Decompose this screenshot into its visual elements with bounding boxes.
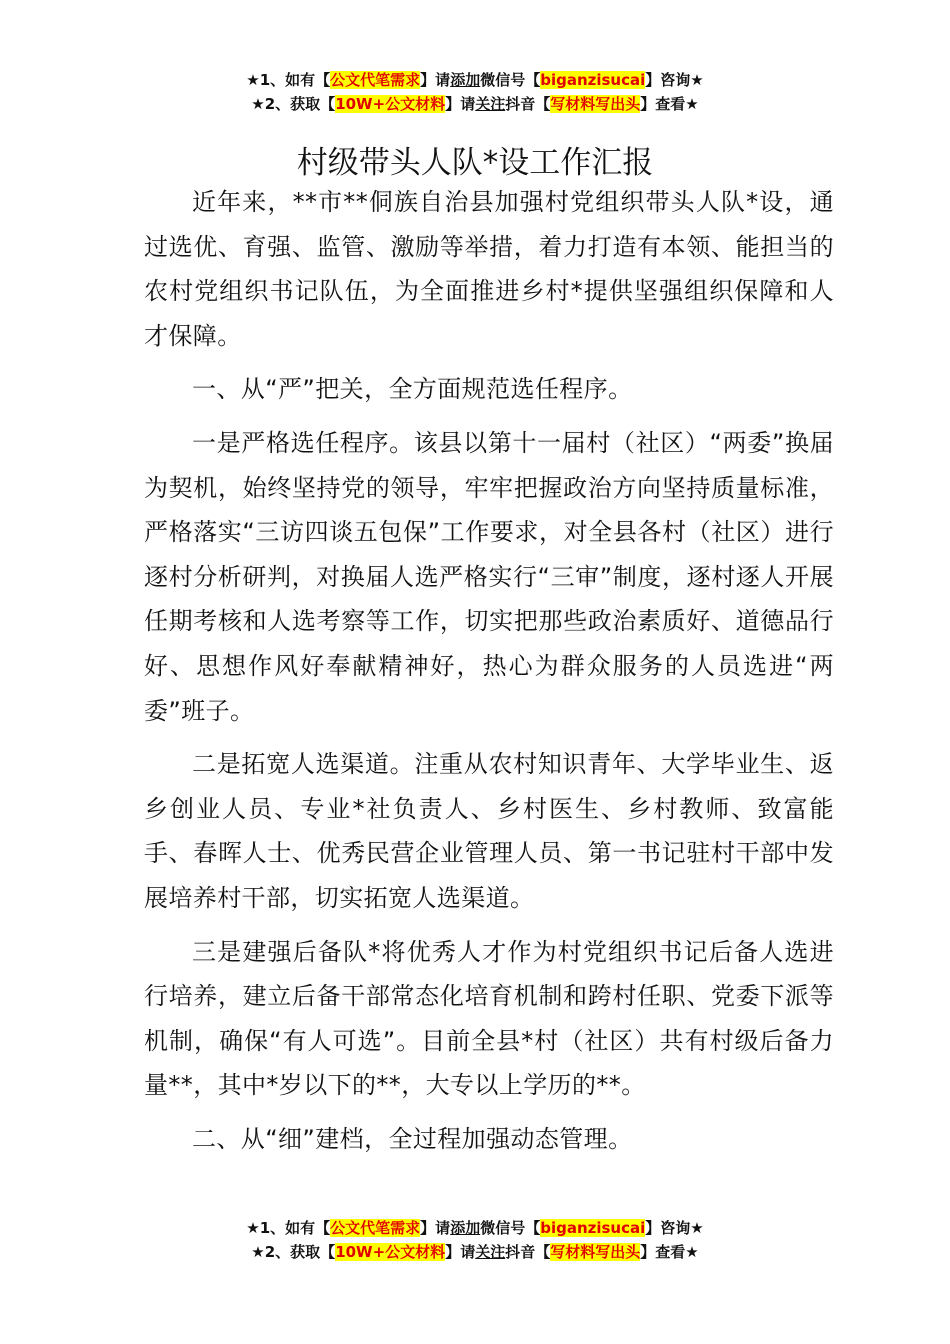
section-heading-2: 二、从“细”建档，全过程加强动态管理。 [192,1124,633,1153]
banner-text: 】咨询★ [645,1219,704,1237]
banner-highlight: 10W+公文材料 [335,1243,446,1261]
banner-text: 】请 [420,1219,451,1237]
banner-text: 】查看★ [640,95,699,113]
paragraph-item-2: 二是拓宽人选渠道。注重从农村知识青年、大学毕业生、返乡创业人员、专业*社负责人、乡村医生、乡村教师、致富能手、春晖人士、优秀民营企业管理人员、第一书记驻村干部中发展培养村干部，切实拓宽人选渠道。 [144,750,834,912]
section-heading-1: 一、从“严”把关，全方面规范选任程序。 [192,375,633,404]
banner-highlight: 公文代笔需求 [330,1219,421,1237]
banner-text: 微信号【 [480,71,541,89]
banner-text: 】查看★ [640,1243,699,1261]
banner-text: 】咨询★ [645,71,704,89]
header-banner-line-1 [0,68,950,92]
footer-banner-line-2 [0,1240,950,1264]
paragraph-item-3: 三是建强后备队*将优秀人才作为村党组织书记后备人选进行培养，建立后备干部常态化培育机制和跨村任职、党委下派等机制，确保“有人可选”。目前全县*村（社区）共有村级后备力量**，其中*岁以下的**，大专以上学历的**。 [144,937,834,1100]
banner-text: 】请 [445,95,476,113]
header-banner [0,68,950,116]
banner-text: 抖音【 [505,1243,551,1261]
banner-underlined: 关注 [475,1243,506,1261]
footer-banner [0,1216,950,1264]
banner-text: 抖音【 [505,95,551,113]
banner-highlight: 公文代笔需求 [330,71,421,89]
banner-text: ★2、获取【 [251,1243,336,1261]
banner-text: ★1、如有【 [246,1219,331,1237]
banner-text: 】请 [445,1243,476,1261]
banner-text: 微信号【 [480,1219,541,1237]
banner-highlight: 10W+公文材料 [335,95,446,113]
banner-highlight: 写材料写出头 [550,1243,641,1261]
banner-highlight: biganzisucai [540,71,646,89]
banner-text: 】请 [420,71,451,89]
banner-text: ★2、获取【 [251,95,336,113]
footer-banner-line-1 [0,1216,950,1240]
banner-text: ★1、如有【 [246,71,331,89]
document-title: 村级带头人队*设工作汇报 [296,144,654,181]
banner-underlined: 添加 [450,71,481,89]
document-body [144,180,834,1170]
paragraph-intro: 近年来，**市**侗族自治县加强村党组织带头人队*设，通过选优、育强、监管、激励等举措，着力打造有本领、能担当的农村党组织书记队伍，为全面推进乡村*提供坚强组织保障和人才保障。 [144,188,834,350]
banner-underlined: 关注 [475,95,506,113]
banner-highlight: 写材料写出头 [550,95,641,113]
header-banner-line-2 [0,92,950,116]
banner-highlight: biganzisucai [540,1219,646,1237]
paragraph-item-1: 一是严格选任程序。该县以第十一届村（社区）“两委”换届为契机，始终坚持党的领导，牢牢把握政治方向坚持质量标准，严格落实“三访四谈五包保”工作要求，对全县各村（社区）进行逐村分析研判，对换届人选严格实行“三审”制度，逐村逐人开展任期考核和人选考察等工作，切实把那些政治素质好、道德品行好、思想作风好奉献精神好，热心为群众服务的人员选进“两委”班子。 [144,428,834,725]
banner-underlined: 添加 [450,1219,481,1237]
